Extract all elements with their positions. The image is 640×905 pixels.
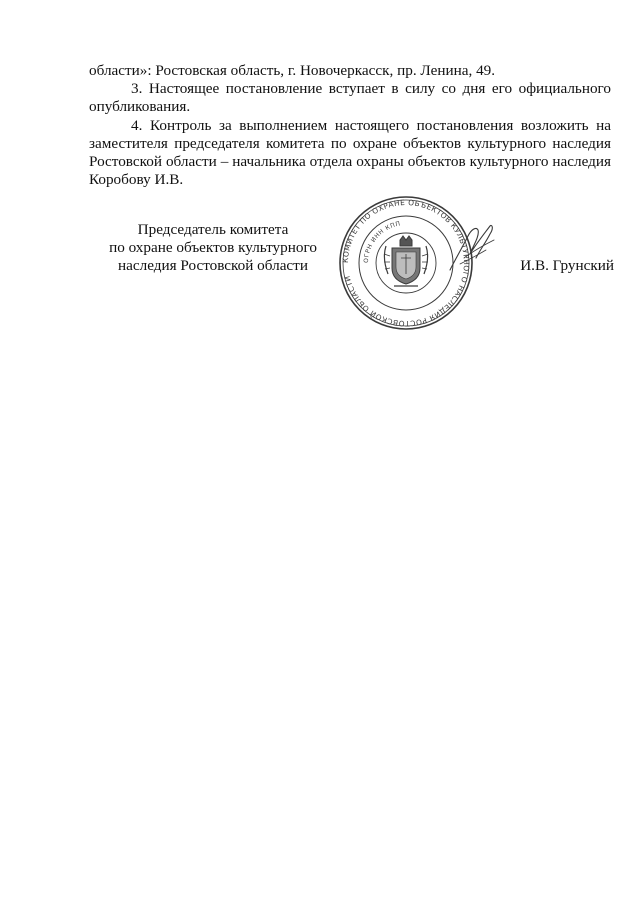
signatory-position bbox=[99, 221, 327, 276]
handwritten-signature bbox=[446, 218, 498, 274]
position-line-3: наследия Ростовской области bbox=[118, 257, 308, 275]
signature-scribble-icon bbox=[446, 218, 498, 274]
signatory-name: И.В. Грунский bbox=[520, 257, 614, 274]
body-text bbox=[89, 62, 611, 189]
paragraph-3: 3. Настоящее постановление вступает в силу со дня его официального опубликования. bbox=[89, 80, 611, 116]
paragraph-4: 4. Контроль за выполнением настоящего постановления возложить на заместителя председателя комитета по охране объектов культурного наследия Ростовской области – начальника отдела охраны объектов культурного наследия Коробову И.В. bbox=[89, 116, 611, 189]
position-line-2: по охране объектов культурного bbox=[109, 239, 317, 257]
seal-outer-text: КОМИТЕТ ПО ОХРАНЕ ОБЪЕКТОВ КУЛЬТУРНОГО НАСЛЕДИЯ РОСТОВСКОЙ ОБЛАСТИ bbox=[340, 197, 472, 329]
coat-of-arms-icon bbox=[384, 236, 428, 286]
paragraph-continuation: области»: Ростовская область, г. Новочеркасск, пр. Ленина, 49. bbox=[89, 62, 496, 79]
seal-inner-text: ОГРН ИНН КПП bbox=[362, 220, 402, 264]
position-line-1: Председатель комитета bbox=[137, 221, 289, 238]
